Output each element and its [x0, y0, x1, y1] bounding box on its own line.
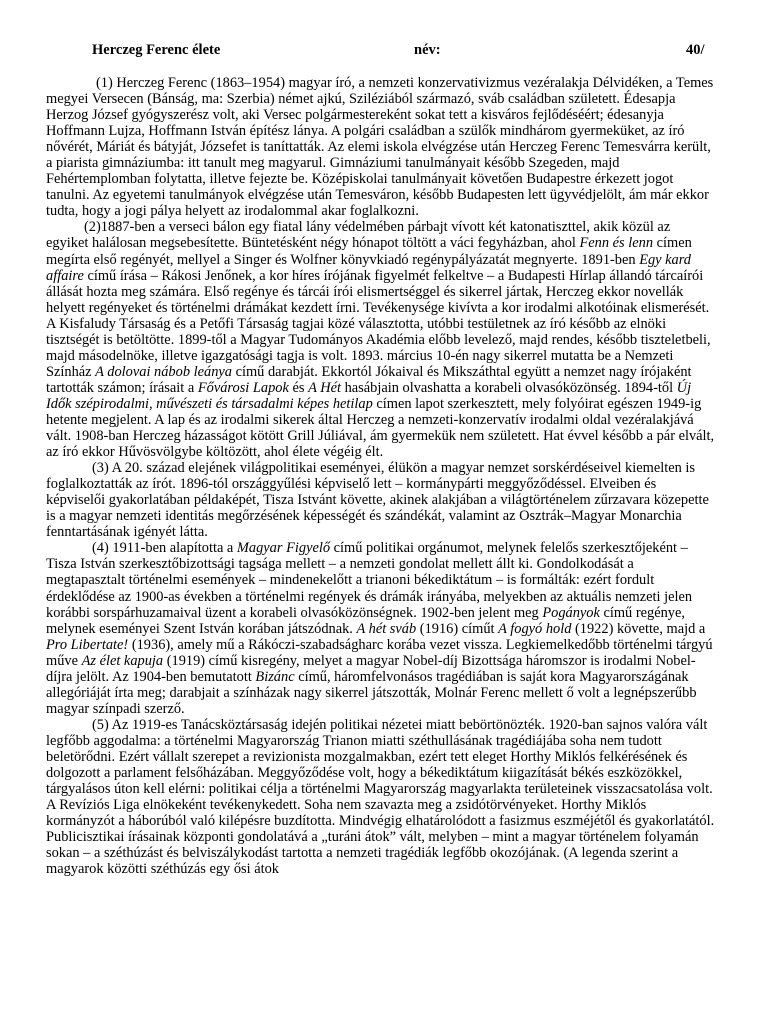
- paragraph-text: címen megírta első regényét, mellyel a Singer és Wolfner könyvkiadó regénypályázatát megnyerte. 1891-ben: [46, 235, 692, 268]
- italic-title-text: Fenn és lenn: [579, 235, 654, 252]
- paragraph-text: címen lapot szerkesztett, mely folyóirat egészen 1949-ig hetente megjelent. A lap és az irodalmi sikerek által Herczeg a nemzeti-konzervatív irodalmi oldal vezéralakjává vált. 1908-ban Herczeg házasságot kötött Grill Júliával, ám gyermekük nem született. Hat évvel később a pár elvált, az író ekkor Hűvösvölgybe költözött, ahol élete végéig élt.: [46, 395, 715, 461]
- italic-title-text: Egy kard affaire: [46, 251, 692, 284]
- paragraph-text: című írása – Rákosi Jenőnek, a kor híres írójának figyelmét felkeltve – a Budapesti Hírlap állandó tárcaírói állását hozta meg számára. Első regénye és tárcái írói elismertséggel és sikerrel jártak, Herczeg ekkor novellák helyett regényeket és történelmi drámákat kezdett írni. Tevékenysége kivívta a kor irodalmi alkotóinak elismerését. A Kisfaludy Társaság és a Petőfi Társaság tagjai közé választotta, utóbbi testületnek az író később az elnöki tisztségét is betöltötte. 1899-től a Magyar Tudományos Akadémia előbb levelező, majd rendes, később tiszteletbeli, majd másodelnöke, illetve igazgatósági tagja is volt. 1893. március 10-én nagy sikerrel mutatta be a Nemzeti Színház: [46, 267, 711, 380]
- paragraph-text: és: [288, 379, 309, 396]
- paragraph-text: (2)1887-ben a verseci bálon egy fiatal lány védelmében párbajt vívott két katonatiszttel, akik közül az egyiket halálosan megsebesítette. Büntetésként négy hónapot töltött a váci fegyházban, ahol: [46, 219, 671, 252]
- paragraph-text: (5) Az 1919-es Tanácsköztársaság idején politikai nézetei miatt bebörtönözték. 1920-ban sajnos valóra vált legfőbb aggodalma: a történelmi Magyarország Trianon miatti széthullásának tragédiájába soha nem tudott beletörődni. Ezért vállalt szerepet a revizionista mozgalmakban, ezért tett eleget Horthy Miklós felkérésének és dolgozott a parlament felsőházában. Meggyőződése volt, hogy a békediktátum kiigazítását békés eszközökkel, tárgyalásos úton kell elérni: politikai célja a történelmi Magyarország magyarlakta területeinek visszacsatolása volt. A Revíziós Liga elnökeként tevékenykedett. Soha nem szavazta meg a zsidótörvényeket. Horthy Miklós kormányzót a háborúból való kilépésre buzdította. Mindvégig elhatárolódott a fasizmus eszméjétől és gyakorlatától. Publicisztikai írásainak központi gondolatává a „turáni átok” vált, melyben – mint a magyar történelem folyamán sokan – a széthúzást és belviszálykodást tartotta a nemzeti tragédiák legfőbb okozójának. (A legenda szerint a magyarok közötti széthúzás egy ősi átok: [46, 716, 715, 878]
- paragraph-text: című regénye, melynek eseményei Szent István korában játszódnak.: [46, 604, 685, 637]
- italic-title-text: A fogyó hold: [498, 620, 572, 637]
- italic-title-text: Az élet kapuja: [81, 652, 164, 669]
- italic-title-text: A hét sváb: [356, 620, 417, 637]
- paragraph-text: (1922) követte, majd a: [571, 620, 706, 637]
- document-header: [46, 42, 716, 64]
- paragraph-text: című darabját. Ekkortól Jókaival és Mikszáthtal együtt a nemzet nagy írójaként tartották számon; írásait a: [46, 363, 692, 396]
- paragraph-text: (1916) címűt: [416, 620, 499, 637]
- paragraph-text: (1919) című kisregény, melyet a magyar Nobel-díj Bizottsága háromszor is irodalmi Nobel-díjra jelölt. Az 1904-ben bemutatott: [46, 652, 696, 685]
- paragraph-text: című, háromfelvonásos tragédiában is saját kora Magyarországának allegóriáját írta meg; darabjait a színházak nagy sikerrel játszották, Molnár Ferenc mellett ő volt a legnépszerűbb magyar színpadi szerző.: [46, 668, 697, 717]
- name-label: név:: [414, 42, 441, 58]
- paragraph-text: című politikai orgánumot, melynek felelős szerkesztőjeként – Tisza István szerkesztőbizottsági tagsága mellett – a nemzeti gondolat mellett állt ki. Gondolkodását a megtapasztalt történelmi események – mindenekelőtt a trianoni békediktátum – is formálták: ezért fordult érdeklődése az 1900-as években a történelmi regények és drámák irányába, melyekben az aktuális nemzeti jelen korábbi sorspárhuzamaival üzent a korabeli olvasóközönségnek. 1902-ben jelent meg: [46, 540, 693, 621]
- paragraph-text: hasábjain olvashatta a korabeli olvasóközönség. 1894-től: [340, 379, 677, 396]
- score-label: 40/: [686, 42, 705, 58]
- paragraph-3: [46, 460, 716, 540]
- paragraph-2: [46, 219, 716, 460]
- paragraph-1: [46, 75, 716, 219]
- italic-title-text: Új Idők szépirodalmi, művészeti és társadalmi képes hetilap: [46, 379, 692, 412]
- paragraph-text: (4) 1911-ben alapította a: [92, 540, 237, 557]
- italic-title-text: Pro Libertate!: [46, 636, 129, 653]
- document-body: [46, 75, 716, 877]
- paragraph-text: (1936), amely mű a Rákóczi-szabadságharc korába vezet vissza. Legkiemelkedőbb történelmi tárgyú műve: [46, 636, 713, 669]
- paragraph-5: [46, 717, 716, 877]
- italic-title-text: Pogányok: [542, 604, 600, 621]
- paragraph-text: (3) A 20. század elejének világpolitikai eseményei, élükön a magyar nemzet sorskérdéseivel kiemelten is foglalkoztatták az írót. 1896-tól országgyűlési képviselő lett – kormánypárti meggyőződéssel. Elveiben és képviselői gyakorlatában példaképét, Tisza Istvánt követte, akinek alakjában a világtörténelem zűrzavara közepette is a magyar nemzeti identitás megőrzésének képességét és szándékát, valamint az Osztrák–Magyar Monarchia fenntartásának igényét látta.: [46, 460, 709, 541]
- paragraph-4: [46, 540, 716, 717]
- italic-title-text: A dolovai nábob leánya: [95, 363, 232, 380]
- italic-title-text: Magyar Figyelő: [236, 540, 331, 557]
- paragraph-text: (1) Herczeg Ferenc (1863–1954) magyar író, a nemzeti konzervativizmus vezéralakja Délvidéken, a Temes megyei Versecen (Bánság, ma: Szerbia) német ajkú, Sziléziából származó, sváb családban született. Édesapja Herzog József gyógyszerész volt, aki Versec polgármestereként sokat tett a kisváros fejlődéséért; édesanyja Hoffmann Lujza, Hoffmann István építész lánya. A polgári családban a szülők mindhárom gyermeküket, az író nővérét, Máriát és bátyját, Józsefet is taníttatták. Az elemi iskola elvégzése után Herczeg Ferenc Temesvárra került, a piarista gimnáziumba: itt tanult meg magyarul. Gimnáziumi tanulmányait később Szegeden, majd Fehértemplomban folytatta, illetve fejezte be. Középiskolai tanulmányait követően Budapestre érkezett jogot tanulni. Az egyetemi tanulmányok elvégzése után Temesváron, később Budapesten lett ügyvédjelölt, ám már ekkor tudta, hogy a jogi pálya helyett az irodalommal akar foglalkozni.: [46, 75, 714, 220]
- italic-title-text: A Hét: [308, 379, 341, 396]
- italic-title-text: Fővárosi Lapok: [197, 379, 289, 396]
- document-title: Herczeg Ferenc élete: [92, 42, 221, 58]
- italic-title-text: Bizánc: [255, 668, 295, 685]
